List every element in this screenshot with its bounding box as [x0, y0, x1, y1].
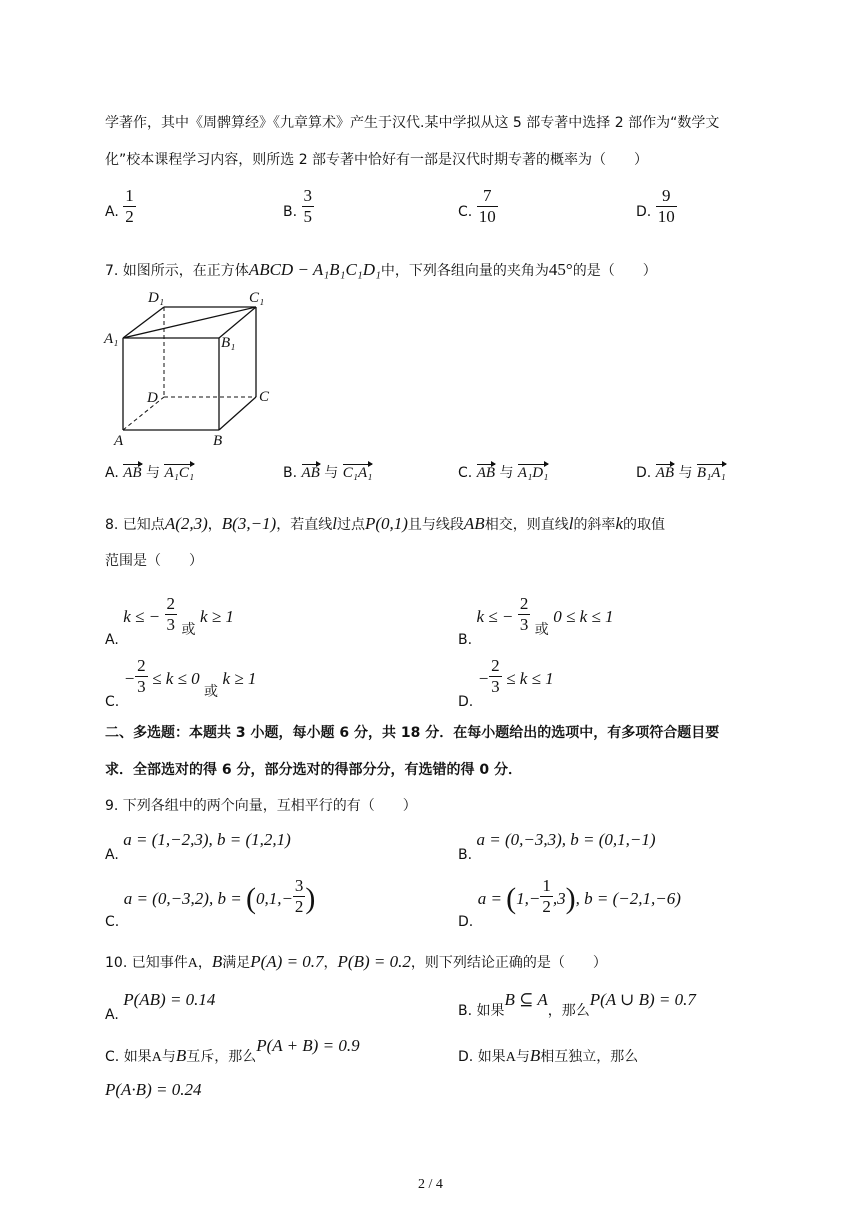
option-label: B. [458, 847, 473, 863]
q8-text: 且与线段 [407, 517, 464, 533]
q8-option-c [105, 656, 256, 710]
q7-option-b [283, 462, 372, 482]
q8-text: ，若直线 [276, 517, 333, 533]
vector-expr: a = (0,−3,3), b = (0,1,−1) [476, 830, 656, 849]
fraction-denominator: 3 [166, 615, 176, 634]
q8-line2: 范围是（ ） [105, 553, 203, 569]
event-a: A [151, 1050, 162, 1065]
option-label: C. [105, 694, 120, 710]
vector: A₁C₁ [164, 465, 195, 481]
vector: AB [301, 465, 320, 481]
q9-option-b [458, 830, 656, 863]
vector: AB [476, 465, 496, 481]
point-a: A(2,3) [164, 514, 208, 533]
q6-option-b [283, 186, 314, 227]
event-b: B [529, 1046, 541, 1065]
section2-heading-line2: 求．全部选对的得 6 分，部分选对的得部分分，有选错的得 0 分． [105, 762, 522, 778]
option-label: A. [105, 632, 119, 648]
option-label: D. [458, 914, 474, 930]
q10-stem [105, 952, 607, 972]
fraction-numerator: 7 [477, 186, 498, 207]
conjunction: 与 [499, 465, 514, 481]
q6-option-d [636, 186, 677, 227]
q9-option-d: D. a = (1,− $\frac{1}{2}$ ,3), b = (−2,1,−6) [458, 876, 681, 930]
prob-a: P(A) = 0.7 [250, 952, 324, 971]
label-c1: C₁ [249, 290, 265, 306]
line-l: l [568, 514, 574, 533]
expr: − [477, 669, 490, 688]
q7-cube-expr: ABCD − A₁B₁C₁D₁ [248, 260, 381, 279]
option-label: B. [458, 632, 473, 648]
fraction-denominator: 10 [478, 207, 496, 226]
option-label: D. [458, 1049, 474, 1065]
q10-option-c [105, 1036, 360, 1066]
comma: ， [207, 517, 222, 533]
label-a: A [114, 433, 124, 449]
expr: k ≤ − [123, 607, 161, 626]
option-label: A. [105, 847, 119, 863]
vector-expr: , b = (−2,1,−6) [575, 889, 681, 908]
q10-option-d-expr: P(A·B) = 0.24 [105, 1080, 202, 1099]
q9-stem: 9. 下列各组中的两个向量，互相平行的有（ ） [105, 798, 417, 814]
label-a1: A₁ [104, 331, 119, 347]
option-label: A. [105, 204, 119, 220]
fraction-denominator: 3 [491, 677, 500, 696]
option-label: C. [105, 914, 120, 930]
page-number: 2 / 4 [418, 1177, 443, 1192]
comma: ， [323, 955, 338, 971]
q8-prefix: 8. 已知点 [105, 517, 165, 533]
fraction-numerator: 2 [137, 656, 146, 675]
point-b: B(3,−1) [221, 514, 277, 533]
vector-expr: a = [477, 889, 507, 908]
fraction-denominator: 5 [303, 207, 313, 226]
q6-option-c [458, 186, 498, 227]
q8-text: 相交，则直线 [484, 517, 569, 533]
q8-option-d [458, 656, 554, 710]
label-d: D [147, 390, 158, 406]
point-p: P(0,1) [364, 514, 408, 533]
comma: ， [197, 955, 212, 971]
q10-text: 如果 [123, 1049, 152, 1065]
fraction-numerator: 1 [542, 876, 551, 895]
or-text: 或 [181, 622, 196, 638]
conjunction: 与 [324, 465, 339, 481]
vector: AB [655, 465, 675, 481]
prob-expr: P(A + B) = 0.9 [256, 1036, 360, 1055]
q7-angle: 45° [548, 260, 573, 279]
q8-option-a [105, 594, 234, 648]
q9-option-a [105, 830, 291, 863]
line-l: l [332, 514, 337, 533]
q10-text: 如果 [477, 1049, 506, 1065]
event-a: A [187, 956, 198, 971]
q8-stem [105, 514, 665, 534]
q7-option-c [458, 462, 548, 482]
q8-text: 过点 [336, 517, 365, 533]
q6-line2: 化”校本课程学习内容，则所选 2 部专著中恰好有一部是汉代时期专著的概率为（ ） [105, 152, 649, 168]
event-b: B [175, 1046, 187, 1065]
q10-text: 满足 [222, 955, 251, 971]
fraction-numerator: 1 [125, 186, 134, 205]
label-c: C [259, 389, 270, 405]
or-text: 或 [204, 684, 219, 700]
label-b1: B₁ [221, 335, 236, 351]
q10-option-d [458, 1046, 638, 1066]
conjunction: 与 [678, 465, 693, 481]
label-b: B [213, 433, 223, 449]
vector: AB [123, 465, 142, 481]
q10-option-a [105, 990, 215, 1023]
option-label: C. [458, 465, 473, 481]
prob-expr: P(AB) = 0.14 [123, 990, 216, 1009]
option-label: D. [458, 694, 474, 710]
q6-option-a [105, 186, 136, 227]
expr: k ≥ 1 [222, 669, 257, 688]
vector-expr: 1,− [516, 889, 541, 908]
event-a: A [505, 1050, 516, 1065]
q9-option-c: C. a = (0,−3,2), b = (0,1,− $\frac{3}{2}$ ) [105, 876, 316, 930]
q8-text: 的取值 [622, 517, 665, 533]
q10-prefix: 10. 已知事件 [105, 955, 188, 971]
expr: k ≥ 1 [199, 607, 234, 626]
conjunction: 与 [161, 1049, 176, 1065]
section2-heading-line1: 二、多选题：本题共 3 小题，每小题 6 分，共 18 分．在每小题给出的选项中，有多项符合题目要 [105, 725, 720, 741]
q6-line1: 学著作，其中《周髀算经》《九章算术》产生于汉代.某中学拟从这 5 部专著中选择 2 部作为“数学文 [105, 115, 720, 131]
fraction-numerator: 3 [303, 186, 313, 205]
q7-option-d [636, 462, 726, 482]
fraction-numerator: 2 [491, 656, 500, 675]
or-text: 或 [534, 622, 549, 638]
segment-ab: AB [463, 514, 485, 533]
option-label: B. [283, 465, 298, 481]
expr: 0 ≤ k ≤ 1 [553, 607, 614, 626]
q8-option-b [458, 594, 613, 648]
event-b: B [211, 952, 223, 971]
vector-expr: a = (0,−3,2), b = [123, 889, 246, 908]
option-label: C. [458, 204, 473, 220]
q7-suffix: 的是（ ） [572, 263, 657, 279]
q10-text: 如果 [476, 1003, 505, 1019]
expr: ≤ k ≤ 1 [506, 669, 554, 688]
expr: ≤ k ≤ 0 [152, 669, 200, 688]
vector: B₁A₁ [696, 465, 726, 481]
vector: C₁A₁ [342, 465, 373, 481]
conjunction: 与 [146, 465, 161, 481]
q7-stem [105, 260, 657, 280]
cube-figure [100, 285, 290, 450]
q10-option-b [458, 990, 696, 1020]
q10-text: 互斥，那么 [186, 1049, 257, 1065]
vector-expr: a = (1,−2,3), b = (1,2,1) [123, 830, 291, 849]
vector-expr: 0,1,− [255, 889, 293, 908]
fraction-numerator: 3 [294, 876, 304, 895]
fraction-denominator: 3 [519, 615, 529, 634]
option-label: C. [105, 1049, 120, 1065]
option-label: A. [105, 465, 119, 481]
conjunction: 与 [515, 1049, 530, 1065]
expr: k ≤ − [476, 607, 514, 626]
fraction-denominator: 3 [137, 677, 146, 696]
q7-option-a [105, 462, 194, 482]
fraction-denominator: 10 [657, 207, 675, 226]
q10-text: 相互独立，那么 [540, 1049, 639, 1065]
fraction-numerator: 9 [656, 186, 677, 207]
q7-prefix: 7. 如图所示，在正方体 [105, 263, 249, 279]
q10-suffix: ，则下列结论正确的是（ ） [410, 955, 607, 971]
expr: − [123, 669, 136, 688]
prob-b: P(B) = 0.2 [337, 952, 411, 971]
q8-text: 的斜率 [573, 517, 616, 533]
option-label: B. [458, 1003, 473, 1019]
subset-expr: B ⊆ A [504, 990, 548, 1009]
option-label: D. [636, 465, 652, 481]
fraction-numerator: 2 [166, 594, 176, 613]
option-label: D. [636, 204, 652, 220]
q7-middle: 中，下列各组向量的夹角为 [380, 263, 549, 279]
slope-k: k [615, 514, 623, 533]
label-d1: D₁ [148, 290, 165, 306]
option-label: A. [105, 1007, 119, 1023]
vector-expr: ,3 [552, 889, 566, 908]
fraction-denominator: 2 [542, 897, 551, 916]
fraction-denominator: 2 [294, 897, 304, 916]
option-label: B. [283, 204, 298, 220]
prob-expr: P(A ∪ B) = 0.7 [589, 990, 696, 1009]
fraction-denominator: 2 [125, 207, 134, 226]
q10-text: ，那么 [547, 1003, 590, 1019]
vector: A₁D₁ [517, 465, 549, 481]
fraction-numerator: 2 [519, 594, 529, 613]
